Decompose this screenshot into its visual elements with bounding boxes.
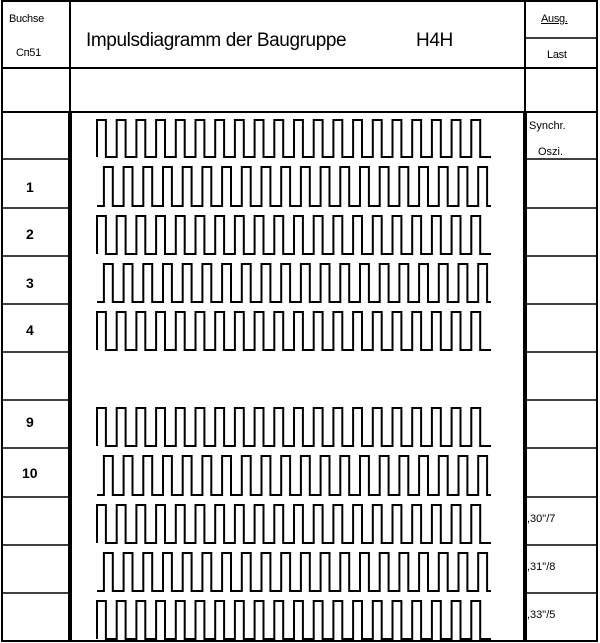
row-separators xyxy=(2,159,597,593)
row-note-9: ,31"/8 xyxy=(527,561,556,573)
pulse-trace-row-10 xyxy=(97,601,491,639)
pulse-signal-lines xyxy=(97,120,491,639)
row-note-8: ,30"/7 xyxy=(527,513,556,525)
row-socket-3: 3 xyxy=(26,275,34,291)
module-id: H4H xyxy=(416,30,453,51)
row-socket-1: 1 xyxy=(26,179,34,195)
diagram-title: Impulsdiagramm der Baugruppe xyxy=(86,30,347,51)
pulse-trace-row-7 xyxy=(97,456,491,495)
row-socket-4: 4 xyxy=(26,322,34,338)
load-column-label: Last xyxy=(547,49,567,61)
row-socket-6: 9 xyxy=(26,414,34,430)
row-note-10: ,33"/5 xyxy=(527,609,556,621)
socket-id-label: Cп51 xyxy=(16,47,41,59)
pulse-trace-row-1 xyxy=(97,167,491,206)
outer-border xyxy=(2,1,597,641)
row-socket-7: 10 xyxy=(22,465,38,481)
table-frame xyxy=(2,1,597,641)
pulse-trace-row-4 xyxy=(97,312,491,350)
pulse-trace-row-9 xyxy=(97,553,491,591)
pulse-trace-row-0 xyxy=(97,120,491,157)
pulse-trace-row-6 xyxy=(97,408,491,446)
row-note-0-line2: Oszi. xyxy=(538,146,564,158)
pulse-trace-row-3 xyxy=(97,264,491,302)
output-column-label: Ausg. xyxy=(541,13,568,25)
pulse-trace-row-2 xyxy=(97,216,491,254)
row-socket-2: 2 xyxy=(26,226,34,242)
pulse-trace-row-8 xyxy=(97,505,491,543)
socket-column-label: Buchse xyxy=(9,13,44,25)
row-note-0-line1: Synchr. xyxy=(529,120,566,132)
